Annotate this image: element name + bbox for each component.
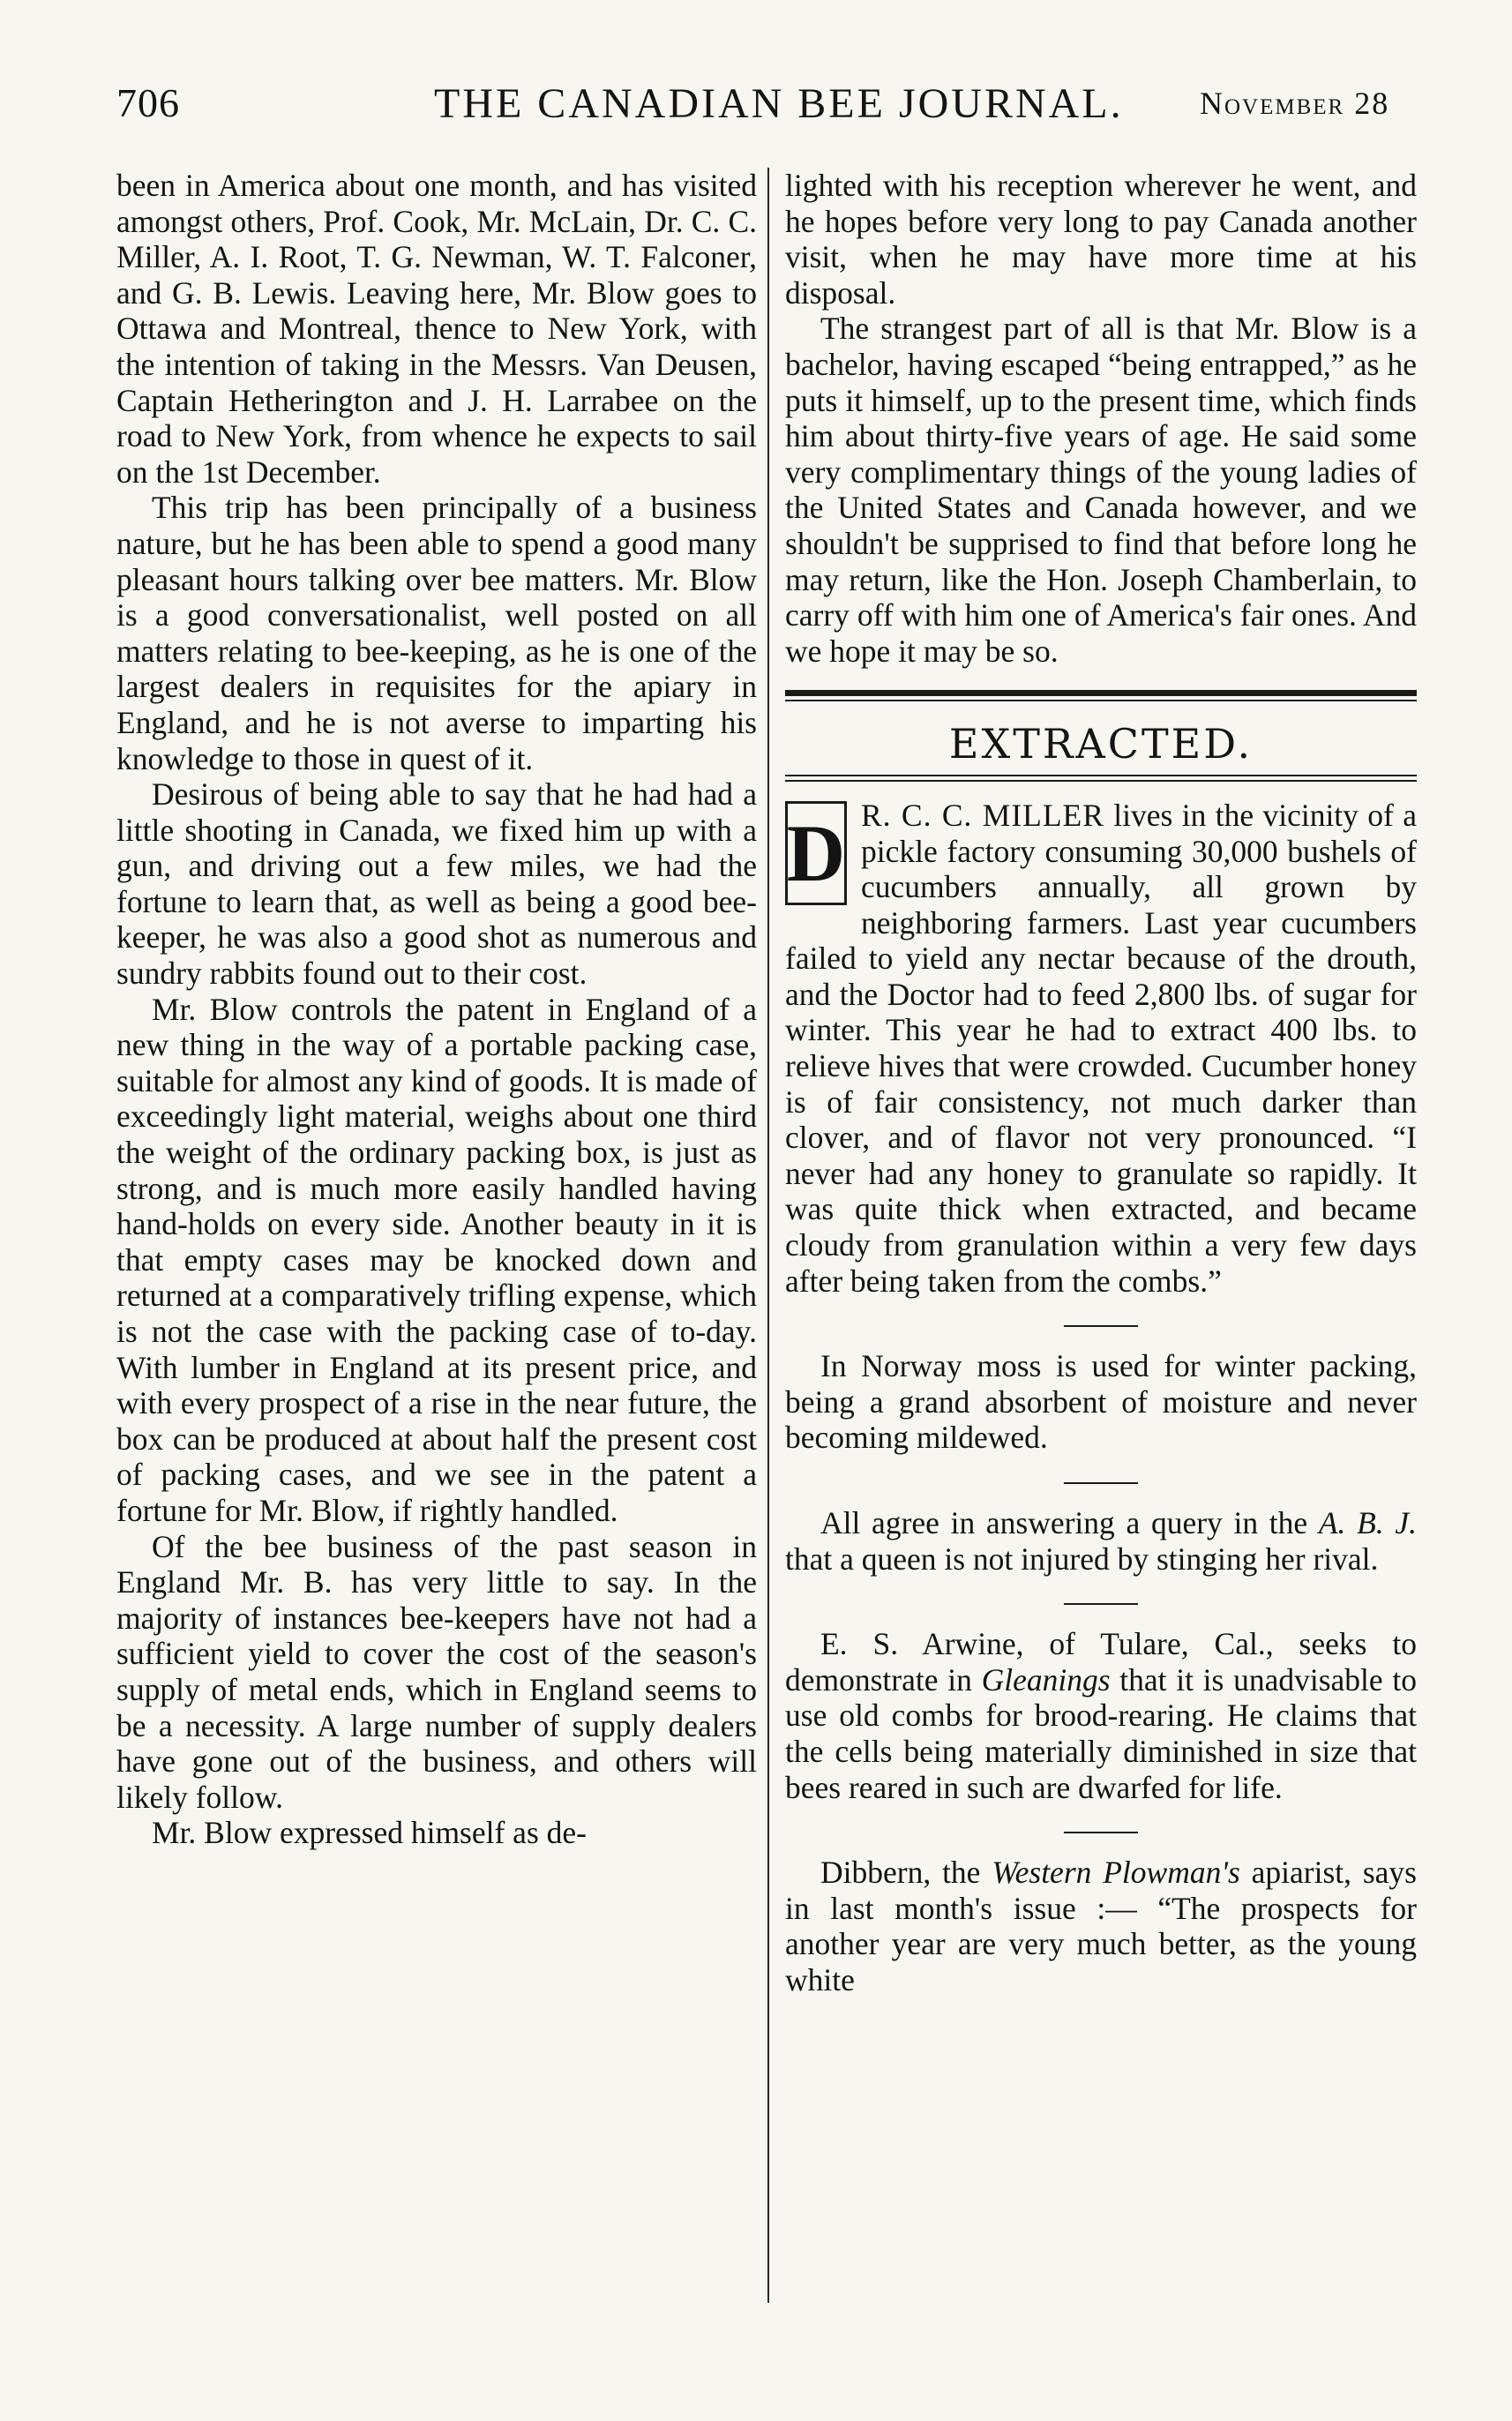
item-text: Dibbern, the <box>820 1855 992 1891</box>
extracted-item-miller <box>785 798 1417 1299</box>
paragraph: Desirous of being able to say that he had had a little shooting in Canada, we fixed him up with a gun, and driving out a few miles, we had the fortune to learn that, as well as being a good bee-keeper, he was also a good shot as numerous and sundry rabbits found out to their cost. <box>116 776 757 992</box>
item-text: E. S. Arwine, of Tulare, Cal., seeks to demonstrate in <box>785 1626 1417 1698</box>
item-text: apiarist, says in last month's issue :— “The prospects for another year are very much better, as the young white <box>785 1855 1417 1998</box>
right-column <box>785 168 1417 1998</box>
paragraph: Mr. Blow expressed himself as de- <box>152 1815 587 1851</box>
page-header <box>116 72 1413 134</box>
extracted-item-dibbern <box>785 1855 1417 1998</box>
paragraph: Of the bee business of the past season in England Mr. B. has very little to say. In the majority of instances bee-keepers have not had a sufficient yield to cover the cost of the season's supply of metal ends, which in England seems to be a necessity. A large number of supply dealers have gone out of the business, and others will likely follow. <box>116 1528 757 1815</box>
publication-name: A. B. J. <box>1318 1505 1417 1540</box>
section-rule <box>785 775 1417 776</box>
extracted-item-norway: In Norway moss is used for winter packing, being a grand absorbent of moisture and never becoming mildewed. <box>785 1348 1417 1456</box>
item-separator <box>1064 1603 1138 1605</box>
item-text: lives in the vicinity of a pickle factory consuming 30,000 bushels of cucumbers annually, all grown by neighboring farmers. Last year cucumbers failed to yield any nectar because of the drouth, and the Doctor had to feed 2,800 lbs. of sugar for winter. This year he had to extract 400 lbs. to relieve hives that were crowded. Cucumber honey is of fair consistency, not much darker than clover, and of flavor not very pronounced. “I never had any honey to granulate so rapidly. It was quite thick when extracted, and became cloudy from granulation within a very few days after being taken from the combs.” <box>785 797 1417 1299</box>
lead-in: R. C. C. MILLER <box>861 797 1104 833</box>
extracted-item-queen <box>785 1505 1417 1577</box>
item-text: that a queen is not injured by stinging her rival. <box>785 1540 1379 1577</box>
paragraph: been in America about one month, and has visited amongst others, Prof. Cook, Mr. McLain, Dr. C. C. Miller, A. I. Root, T. G. Newman, W. T. Falconer, and G. B. Lewis. Leaving here, Mr. Blow goes to Ottawa and Montreal, thence to New York, with the intention of taking in the Messrs. Van Deusen, Captain Hetherington and J. H. Larrabee on the road to New York, from whence he expects to sail on the 1st December. <box>116 168 757 490</box>
paragraph: The strangest part of all is that Mr. Blow is a bachelor, having escaped “being entrapped,” as he puts it himself, up to the present time, which finds him about thirty-five years of age. He said some very complimentary things of the young ladies of the United States and Canada however, and we shouldn't be supprised to find that before long he may return, like the Hon. Joseph Chamberlain, to carry off with him one of America's fair ones. And we hope it may be so. <box>785 311 1417 669</box>
drop-cap: D <box>785 801 847 905</box>
section-title: EXTRACTED. <box>948 720 1254 768</box>
issue-date: November 28 <box>1200 86 1390 121</box>
paragraph: Mr. Blow controls the patent in England of a new thing in the way of a portable packing case, suitable for almost any kind of goods. It is made of exceedingly light material, weighs about one third the weight of the ordinary packing box, is just as strong, and is much more easily handled having hand-holds on every side. Another beauty in it is that empty cases may be knocked down and returned at a comparatively trifling expense, which is not the case with the packing case of to-day. With lumber in England at its present price, and with every prospect of a rise in the near future, the box can be produced at about half the present cost of packing cases, and we see in the patent a fortune for Mr. Blow, if rightly handled. <box>116 991 757 1528</box>
page-number: 706 <box>116 80 180 125</box>
paragraph: lighted with his reception wherever he went, and he hopes before very long to pay Canada another visit, when he may have more time at his disposal. <box>785 168 1417 311</box>
item-text: that it is unadvisable to use old combs for brood-rearing. He claims that the cells being materially diminished in size that bees reared in such are dwarfed for life. <box>785 1661 1417 1805</box>
publication-name: Gleanings <box>981 1661 1111 1698</box>
journal-title: THE CANADIAN BEE JOURNAL. <box>434 80 1124 127</box>
publication-name: Western Plowman's <box>992 1855 1240 1891</box>
section-rule <box>785 690 1417 696</box>
item-separator <box>1064 1482 1138 1484</box>
item-separator <box>1064 1325 1138 1327</box>
paragraph: This trip has been principally of a business nature, but he has been able to spend a good many pleasant hours talking over bee matters. Mr. Blow is a good conversationalist, well posted on all matters relating to bee-keeping, as he is one of the largest dealers in requisites for the apiary in England, and he is not averse to imparting his knowledge to those in quest of it. <box>116 490 757 776</box>
item-text: All agree in answering a query in the <box>820 1505 1319 1540</box>
left-column <box>116 168 757 1851</box>
column-divider <box>767 168 769 2303</box>
item-separator <box>1064 1832 1138 1833</box>
section-rule <box>785 700 1417 701</box>
section-rule <box>785 780 1417 782</box>
extracted-item-arwine <box>785 1626 1417 1805</box>
